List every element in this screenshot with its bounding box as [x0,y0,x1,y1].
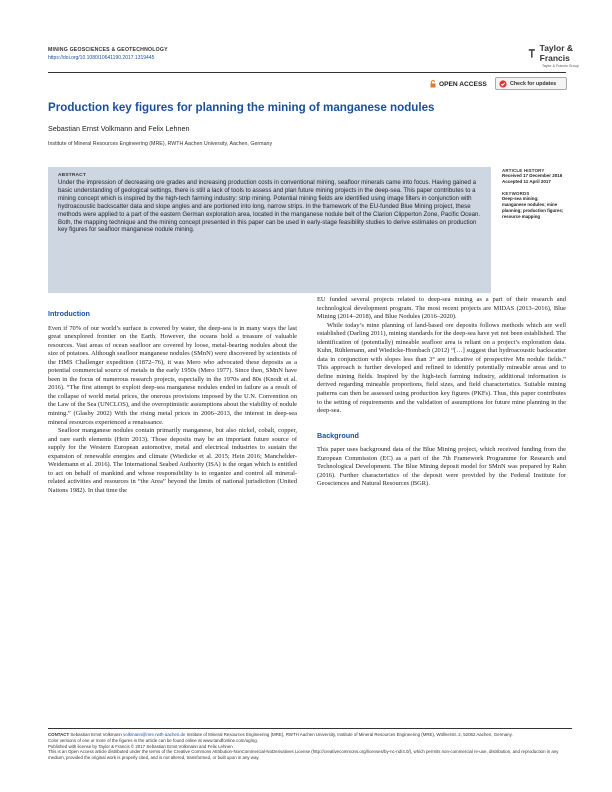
publisher-name: Taylor & Francis [539,43,574,63]
abstract-box [48,167,491,293]
abstract-label: ABSTRACT [58,173,86,178]
header-rule [48,72,566,73]
history-label: ARTICLE HISTORY [502,168,545,173]
body-column-left [48,310,297,495]
article-affiliation: Institute of Mineral Resources Engineering (MRE), RWTH Aachen University, Aachen, Germany [48,141,273,147]
published-note: Published with license by Taylor & Francis © 2017 Sebastian Ernst Volkmann and Felix Lehnen [48,743,233,749]
article-sidebar [502,168,577,219]
introduction-heading: Introduction [48,309,90,318]
publisher-mark-icon [528,46,536,60]
publisher-group: Taylor & Francis Group [542,64,579,68]
body-paragraph: Seafloor manganese nodules contain primarily manganese, but also nickel, cobalt, copper, and rare earth elements (Hein 2013). Those deposits may be an important future source of supply for the Western European automotive, metal and electrical industries to sustain the expansion of renewable energies and climate (Wiedicke et al. 2015; Hein 2016; Manchelder-Weidemann et al. 2016). The International Seabed Authority (ISA) is the organ which is entitled to act on behalf of mankind and whose responsibility is to organize and control all mineral-related activities and resources in “the Area” beyond the limits of national jurisdiction (United Nations 1982). In that time the [48,427,297,494]
check-for-updates-button[interactable] [495,77,567,90]
footer-notes [48,728,572,761]
body-paragraph: This paper uses background data of the Blue Mining project, which received funding from the European Commission (EC) as a part of the 7th Framework Programme for Research and Technological Development. The Blue Mining deposit model for SMnN was prepared by Rahn (2016). Further characteristics of the deposit were provided by the Federal Institute for Geosciences and Natural Resources (BGR). [317,446,566,488]
open-lock-icon [430,80,436,88]
article-authors: Sebastian Ernst Volkmann and Felix Lehnen [48,124,190,133]
history-received: Received 17 December 2016 [502,173,563,178]
keyword-line: Deep-sea mining; [502,195,539,201]
contact-email[interactable]: volkmann@mre.rwth-aachen.de [123,732,186,737]
update-check-icon [499,80,507,88]
keywords-label: KEYWORDS [502,190,530,196]
body-paragraph: Even if 70% of our world’s surface is covered by water, the deep-sea is in many ways the last great unexplored frontier on the Earth. However, the oceans hold a treasure of valuable resources. Vast areas of ocean seafloor are covered by loose, metal-bearing nodules about the size of potatoes. Although seafloor manganese nodules (SMnN) were discovered by scientists of the HMS Challenger expedition (1872–76), it was Mero who advocated these deposits as a potential commercial source of metals in the early 1950s (Mero 1977). Since then, SMnN have been in the focus of numerous research projects, especially in the 1970s and 80s (Knodt et al. 2016). “The first attempt to exploit deep-sea manganese nodules ended in failure as a result of the collapse of world metal prices, the onerous provisions imposed by the U.N. Convention on the Law of the Sea (UNCLOS), and the overoptimistic assumptions about the viability of nodule mining.” (Glasby 2002) With the rising metal prices in 2006–2013, the interest in deep-sea mineral resources experienced a renaissance. [48,324,297,426]
journal-header [48,47,168,61]
keyword-line: planning; production figures; [502,207,564,213]
open-access-badge [430,80,487,88]
contact-address: Institute of Mineral Resources Engineering (MRE), RWTH Aachen University, Institute of Mineral Resources Engineering (MRE), Wüllnerstr. 2, 52062 Aachen, Germany. [186,732,513,737]
body-column-right [317,296,566,489]
publisher-logo [528,43,590,68]
abstract-text: Under the impression of decreasing ore grades and increasing production costs in conventional mining, seafloor minerals came into focus. Having gained a basic understanding of geological settings, there is still a lack of tools to assess and plan future mining projects in the deep-sea. This paper contributes to a mining concept which is inspired by the high-tech farming industry: strip mining. Potential mining fields are identified using image filters in conjunction with hydroacoustic backscatter data and slope angles and are portioned into long, narrow strips. In the framework of the EU-funded Blue Mining project, these methods were applied to a part of the eastern German exploration area, located in the manganese nodule belt of the Clarion Clipperton Zone, Pacific Ocean. Both, the mapping technique and the mining concept presented in this paper can be used in early-stage feasibility studies to derive estimates on production key figures for seafloor manganese nodule mining. [58,179,481,234]
doi-link[interactable]: https://doi.org/10.1080/10641190.2017.1319445 [48,55,155,61]
keyword-line: resource mapping [502,213,541,219]
open-access-label: OPEN ACCESS [439,80,487,88]
license-note: This is an Open Access article distributed under the terms of the Creative Commons Attribution-NonCommercial-NoDerivatives License (http://creativecommons.org/licenses/by-nc-nd/4.0/), which permits non-commercial re-use, distribution, and reproduction in any medium, provided the original work is properly cited, and is not altered, transformed, or built upon in any way. [48,749,559,761]
color-note: Color versions of one or more of the figures in the article can be found online at www.tandfonline.com/ugmg. [48,737,258,743]
journal-name: MINING GEOSCIENCES & GEOTECHNOLOGY [48,47,168,53]
background-heading: Background [317,430,359,440]
article-title: Production key figures for planning the mining of manganese nodules [48,101,435,114]
contact-name: Sebastian Ernst Volkmann [70,732,122,737]
keyword-line: manganese nodules; mine [502,201,558,207]
contact-label: CONTACT [48,732,70,737]
history-accepted: Accepted 11 April 2017 [502,178,551,184]
check-for-updates-label: Check for updates [510,80,557,87]
body-paragraph: While today’s mine planning of land-based ore deposits follows methods which are well established (Darling 2011), mining standards for the deep-sea have yet not been established. The identification of (potentially) mineable seafloor area is reliant on a project’s exploration data. Kuhn, Rühlemann, and Wiedicke-Hombach (2012) “[…] suggest that hydroacoustic backscatter data in conjunction with slopes less than 3° are indicative of prospective Mn nodule fields.” This approach is further developed and refined to identify potentially mineable areas and to define mining fields. Inspired by the high-tech farming industry, additional information is derived regarding mineable proportions, field sizes, and field characteristics. Suitable mining patterns can then be assessed using production key figures (PKFs). Thus, this paper contributes to the setting of requirements and the validation of assumptions for future mine planning in the deep-sea. [317,321,566,415]
body-paragraph: EU funded several projects related to deep-sea mining as a part of their research and technological development program. The most recent projects are MIDAS (2013–2016), Blue Mining (2014–2018), and Blue Nodules (2016–2020). [317,296,566,321]
contact-line [48,732,572,738]
